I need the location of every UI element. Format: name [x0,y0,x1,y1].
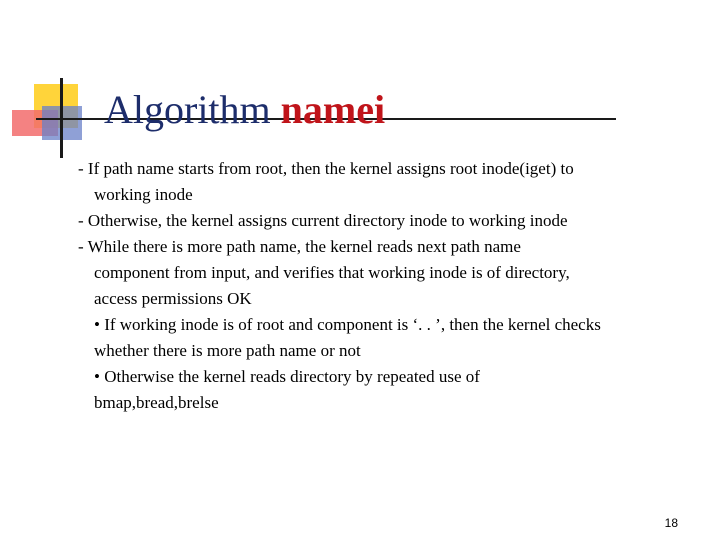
body-line-2: working inode [94,185,193,204]
slide-title-accent: namei [280,87,386,132]
slide-title-prefix: Algorithm [104,87,281,132]
body-line-8: whether there is more path name or not [94,341,361,360]
body-line-9: • Otherwise the kernel reads directory by repeated use of [94,367,480,386]
slide-title [104,86,385,134]
body-line-3: - Otherwise, the kernel assigns current directory inode to working inode [78,211,568,230]
page-number: 18 [664,516,678,530]
slide-body [78,156,698,416]
body-line-6: access permissions OK [94,289,252,308]
body-line-1: - If path name starts from root, then the kernel assigns root inode(iget) to [78,159,574,178]
body-line-4: - While there is more path name, the kernel reads next path name [78,237,521,256]
body-line-10: bmap,bread,brelse [94,393,219,412]
body-line-5: component from input, and verifies that working inode is of directory, [94,263,570,282]
body-line-7: • If working inode is of root and component is ‘. . ’, then the kernel checks [94,315,601,334]
